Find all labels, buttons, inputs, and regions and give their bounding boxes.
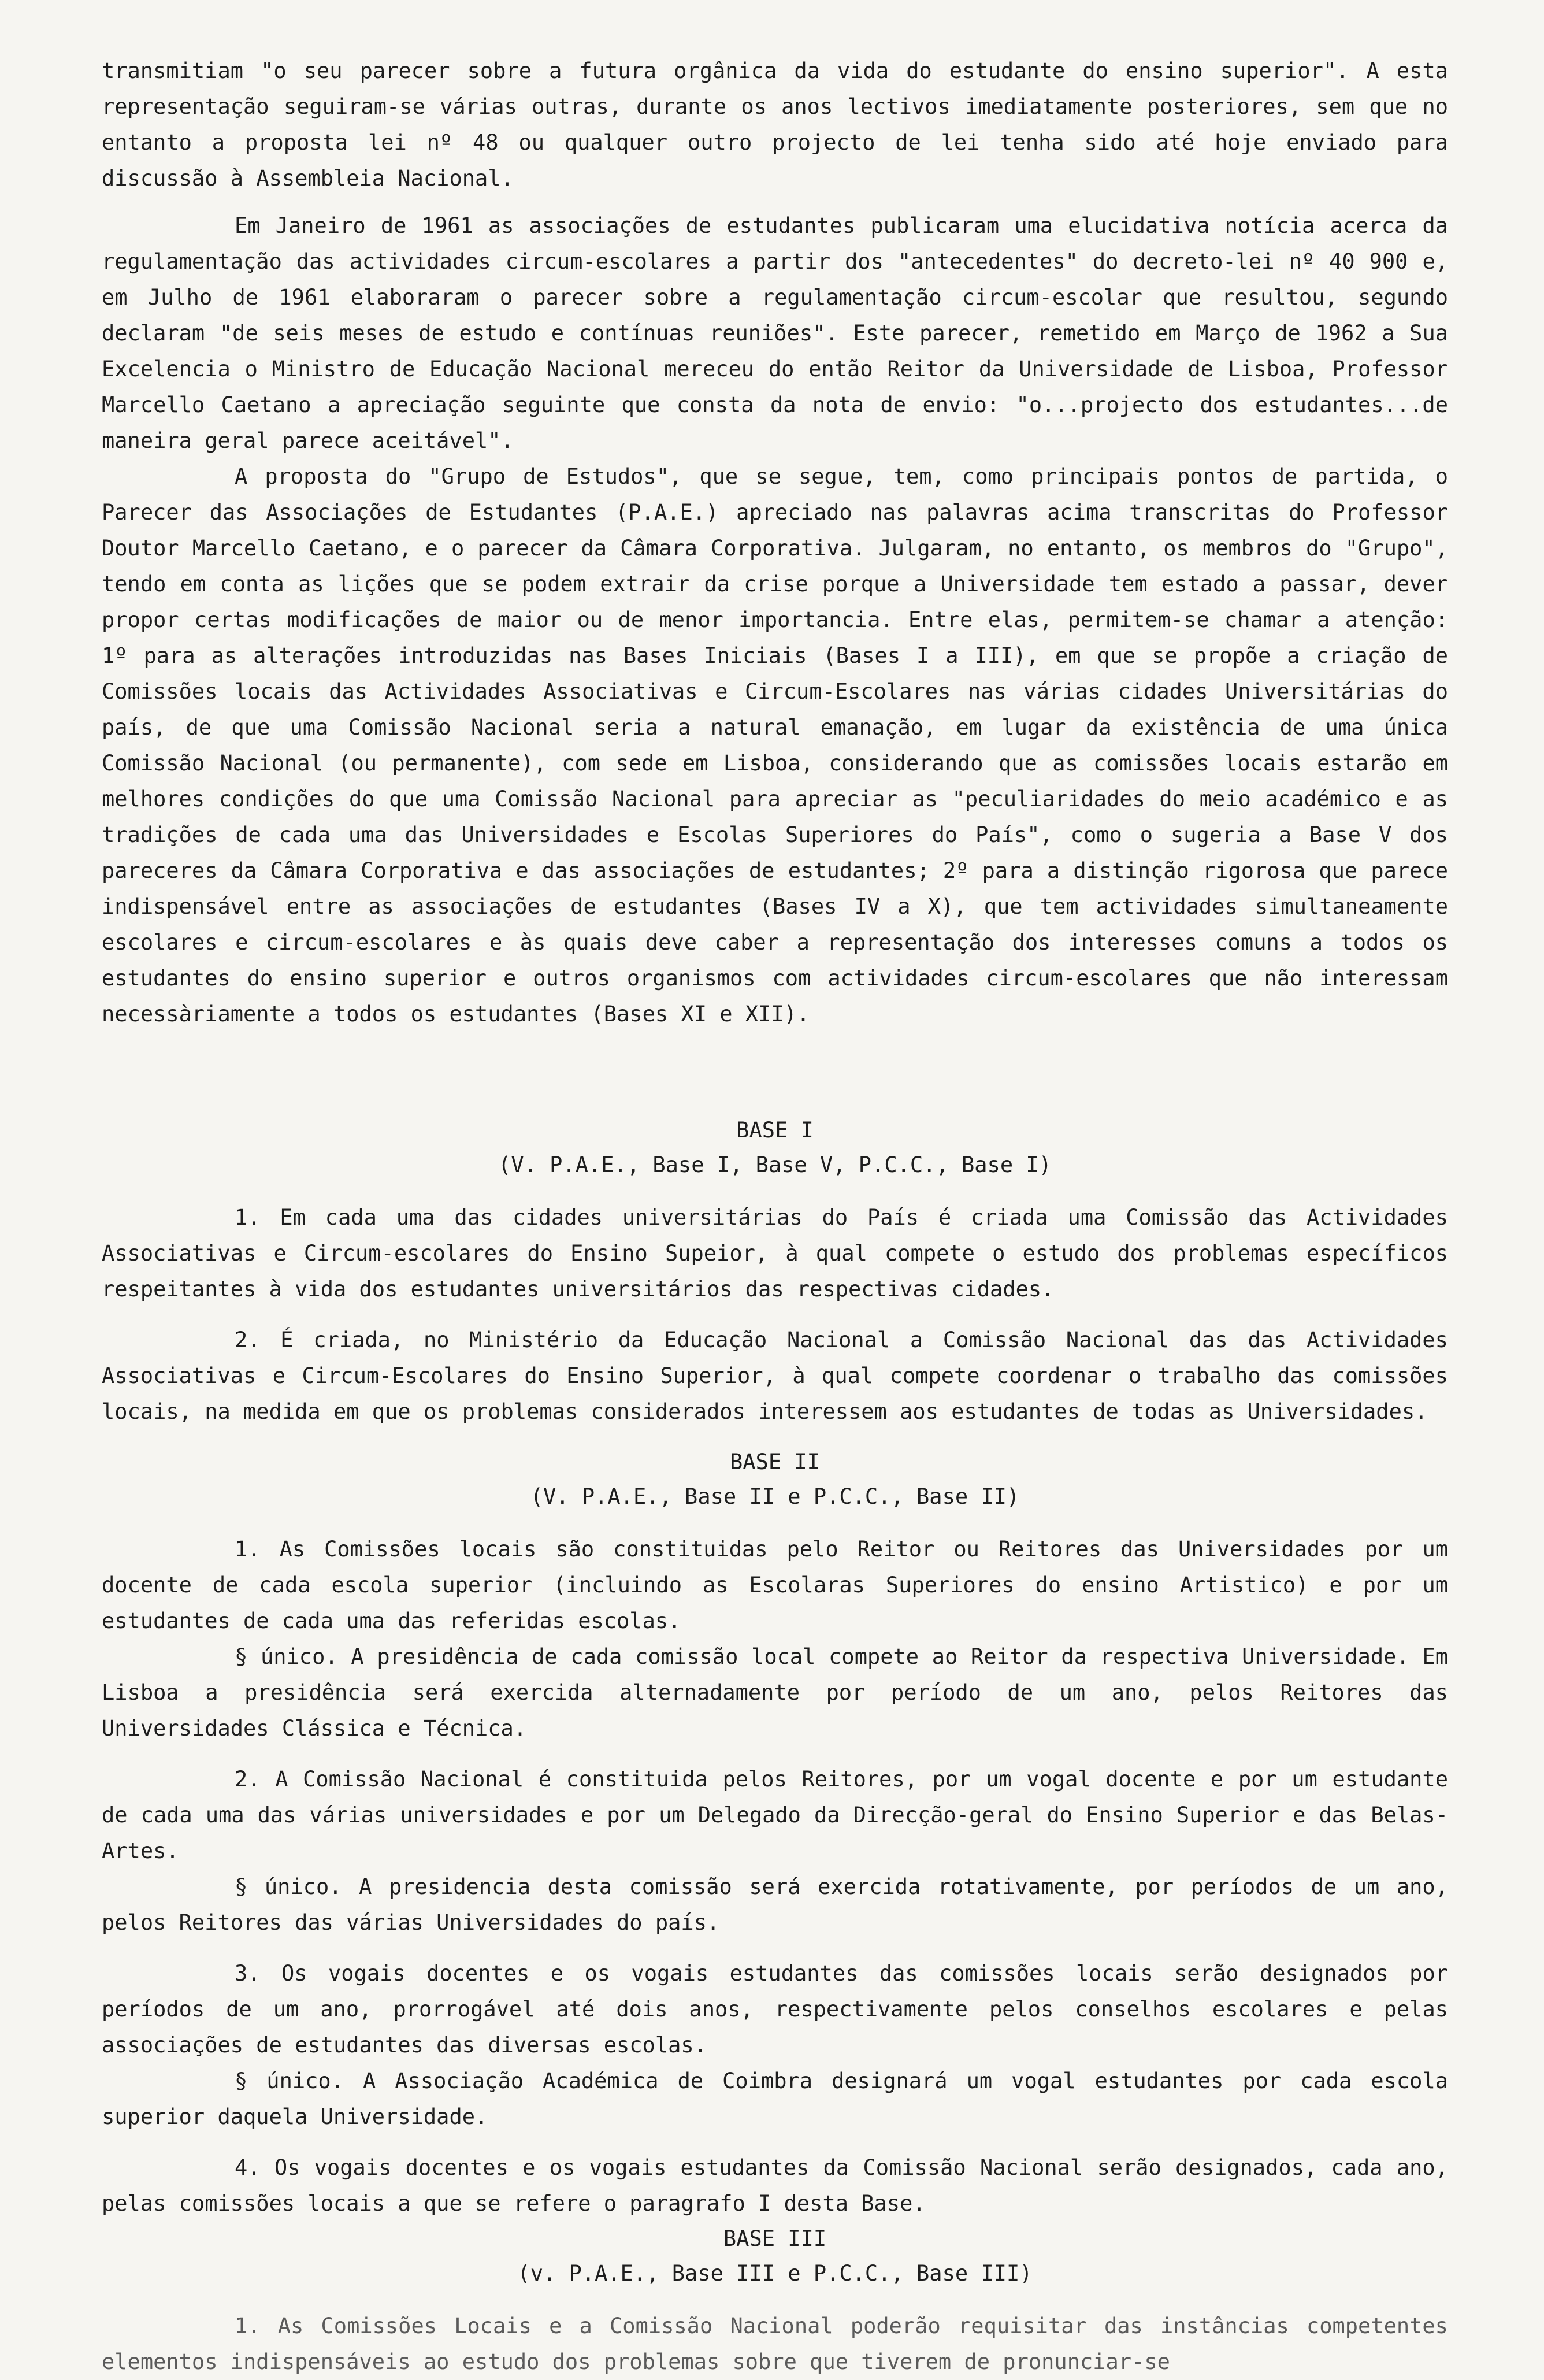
intro-paragraph-3: A proposta do "Grupo de Estudos", que se segue, tem, como principais pontos de partida, o Parecer das Associações de Estudantes (P.A.E.) apreciado nas palavras acima transcritas do Professor Doutor Marcello Caetano, e o parecer da Câmara Corporativa. Julgaram, no entanto, os membros do "Grupo", tendo em conta as lições que se podem extrair da crise porque a Universidade tem estado a passar, dever propor certas modificações de maior ou de menor importancia. Entre elas, permitem-se chamar a atenção: 1º para as alterações introduzidas nas Bases Iniciais (Bases I a III), em que se propõe a criação de Comissões locais das Actividades Associativas e Circum-Escolares nas várias cidades Universitárias do país, de que uma Comissão Nacional seria a natural emanação, em lugar da existência de uma única Comissão Nacional (ou permanente), com sede em Lisboa, considerando que as comissões locais estarão em melhores condições do que uma Comissão Nacional para apreciar as "peculiaridades do meio académico e as tradições de cada uma das Universidades e Escolas Superiores do País", como o sugeria a Base V dos pareceres da Câmara Corporativa e das associações de estudantes; 2º para a distinção rigorosa que parece indispensável entre as associações de estudantes (Bases IV a X), que tem actividades simultaneamente escolares e circum-escolares e às quais deve caber a representação dos interesses comuns a todos os estudantes do ensino superior e outros organismos com actividades circum-escolares que não interessam necessàriamente a todos os estudantes (Bases XI e XII).	[102, 464, 1448, 1026]
base-2-reference: (V. P.A.E., Base II e P.C.C., Base II)	[530, 1484, 1020, 1509]
base-1-item-1: 1. Em cada uma das cidades universitárias do País é criada uma Comissão das Actividades Associativas e Circum-escolares do Ensino Supeior, à qual compete o estudo dos problemas específicos respeitantes à vida dos estudantes universitários das respectivas cidades.	[102, 1205, 1448, 1302]
base-3-title: BASE III	[723, 2226, 827, 2251]
base-2-item-3-paragraph-unico: § único. A Associação Académica de Coimbra designará um vogal estudantes por cada escola superior daquela Universidade.	[102, 2068, 1448, 2129]
base-2-item-1: 1. As Comissões locais são constituidas pelo Reitor ou Reitores das Universidades por um docente de cada escola superior (incluindo as Escolaras Superiores do ensino Artistico) e por um estudantes de cada uma das referidas escolas.	[102, 1537, 1448, 1633]
base-2-item-2-paragraph-unico: § único. A presidencia desta comissão será exercida rotativamente, por períodos de um ano, pelos Reitores das várias Universidades do país.	[102, 1874, 1448, 1935]
document-page	[102, 53, 1448, 2374]
base-3-item-1: 1. As Comissões Locais e a Comissão Nacional poderão requisitar das instâncias competentes elementos indispensáveis ao estudo dos problemas sobre que tiverem de pronunciar-se	[102, 2314, 1448, 2374]
intro-paragraph-1: transmitiam "o seu parecer sobre a futura orgânica da vida do estudante do ensino superior". A esta representação seguiram-se várias outras, durante os anos lectivos imediatamente posteriores, sem que no entanto a proposta lei nº 48 ou qualquer outro projecto de lei tenha sido até hoje enviado para discussão à Assembleia Nacional.	[102, 58, 1448, 191]
base-2-item-1-paragraph-unico: § único. A presidência de cada comissão local compete ao Reitor da respectiva Universidade. Em Lisboa a presidência será exercida alternadamente por período de um ano, pelos Reitores das Universidades Clássica e Técnica.	[102, 1644, 1448, 1741]
base-2-item-3: 3. Os vogais docentes e os vogais estudantes das comissões locais serão designados por períodos de um ano, prorrogável até dois anos, respectivamente pelos conselhos escolares e pelas associações de estudantes das diversas escolas.	[102, 1961, 1448, 2058]
base-2-item-2: 2. A Comissão Nacional é constituida pelos Reitores, por um vogal docente e por um estudante de cada uma das várias universidades e por um Delegado da Direcção-geral do Ensino Superior e das Belas-Artes.	[102, 1767, 1448, 1863]
base-2-item-4: 4. Os vogais docentes e os vogais estudantes da Comissão Nacional serão designados, cada ano, pelas comissões locais a que se refere o paragrafo I desta Base.	[102, 2155, 1448, 2216]
base-2-title: BASE II	[730, 1449, 820, 1474]
base-1-item-2: 2. É criada, no Ministério da Educação Nacional a Comissão Nacional das das Actividades Associativas e Circum-Escolares do Ensino Superior, à qual compete coordenar o trabalho das comissões locais, na medida em que os problemas considerados interessem aos estudantes de todas as Universidades.	[102, 1328, 1448, 1424]
base-3-reference: (v. P.A.E., Base III e P.C.C., Base III)	[517, 2261, 1033, 2286]
intro-paragraph-2: Em Janeiro de 1961 as associações de estudantes publicaram uma elucidativa notícia acerca da regulamentação das actividades circum-escolares a partir dos "antecedentes" do decreto-lei nº 40 900 e, em Julho de 1961 elaboraram o parecer sobre a regulamentação circum-escolar que resultou, segundo declaram "de seis meses de estudo e contínuas reuniões". Este parecer, remetido em Março de 1962 a Sua Excelencia o Ministro de Educação Nacional mereceu do então Reitor da Universidade de Lisboa, Professor Marcello Caetano a apreciação seguinte que consta da nota de envio: "o...projecto dos estudantes...de maneira geral parece aceitável".	[102, 213, 1448, 453]
base-1-title: BASE I	[736, 1118, 814, 1143]
base-1-reference: (V. P.A.E., Base I, Base V, P.C.C., Base I)	[498, 1152, 1052, 1177]
